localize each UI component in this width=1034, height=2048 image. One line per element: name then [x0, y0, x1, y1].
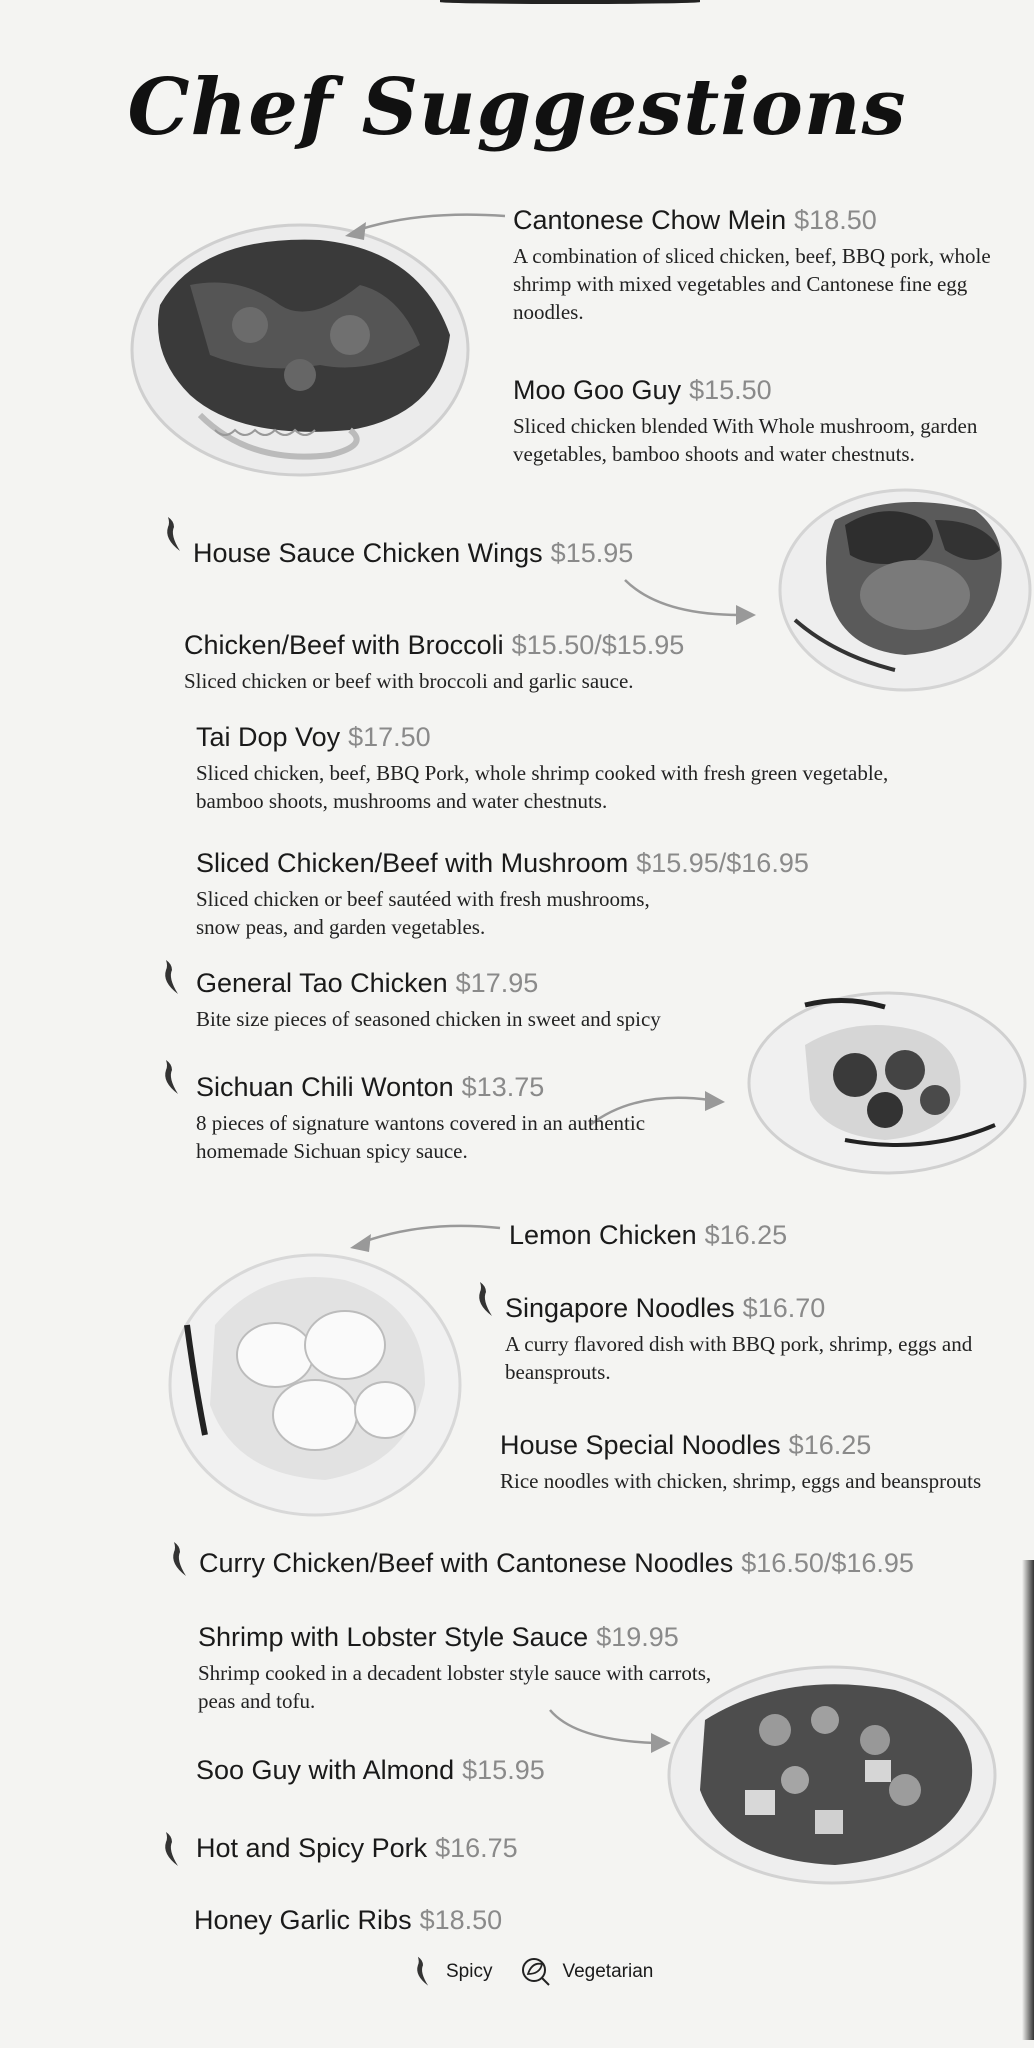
item-name-line	[196, 968, 776, 999]
menu-item	[196, 968, 776, 1033]
item-name-line	[513, 375, 1023, 406]
item-price: $15.50/$15.95	[511, 630, 685, 660]
item-name-line	[513, 205, 1023, 236]
legend-vegetarian-label: Vegetarian	[562, 1961, 654, 1982]
menu-item	[196, 1072, 676, 1165]
item-name: Singapore Noodles	[505, 1293, 735, 1323]
dish-photo-chow-mein	[120, 215, 480, 485]
item-name-line	[196, 722, 956, 753]
item-name-line	[196, 1833, 676, 1864]
item-name: Hot and Spicy Pork	[196, 1833, 428, 1863]
menu-item	[194, 1905, 674, 1936]
menu-item	[193, 538, 753, 569]
arrow-to-chicken-wings	[620, 575, 760, 625]
item-name-line	[194, 1905, 674, 1936]
chili-pepper-icon	[472, 1280, 500, 1320]
item-name-line	[509, 1220, 989, 1251]
item-name: Tai Dop Voy	[196, 722, 341, 752]
arrow-to-chow-mein	[340, 210, 510, 250]
item-price: $16.25	[788, 1430, 872, 1460]
menu-item	[500, 1430, 995, 1495]
item-name: Soo Guy with Almond	[196, 1755, 455, 1785]
legend	[410, 1955, 653, 1989]
dish-photo-lemon-chicken	[165, 1245, 465, 1520]
item-description: Sliced chicken or beef sautéed with fresh mushrooms, snow peas, and garden vegetables.	[196, 887, 650, 939]
item-name: Chicken/Beef with Broccoli	[184, 630, 504, 660]
item-price: $15.95	[462, 1755, 545, 1785]
item-price: $18.50	[794, 205, 877, 235]
item-name-line	[500, 1430, 995, 1461]
item-price: $16.75	[435, 1833, 518, 1863]
item-price: $15.95/$16.95	[636, 848, 809, 878]
menu-item	[513, 205, 1023, 326]
chili-pepper-icon	[410, 1955, 436, 1989]
item-description: Sliced chicken or beef with broccoli and garlic sauce.	[184, 669, 634, 693]
item-description: Sliced chicken blended With Whole mushroom, garden vegetables, bamboo shoots and water chestnuts.	[513, 414, 978, 466]
item-name-line	[198, 1622, 718, 1653]
item-name-line	[193, 538, 753, 569]
item-price: $13.75	[461, 1072, 545, 1102]
item-name: Lemon Chicken	[509, 1220, 697, 1250]
item-price: $18.50	[419, 1905, 503, 1935]
leaf-vegetarian-icon	[520, 1956, 552, 1988]
item-name: House Sauce Chicken Wings	[193, 538, 543, 568]
item-price: $16.70	[742, 1293, 826, 1323]
chili-pepper-icon	[166, 1540, 194, 1580]
item-description: A combination of sliced chicken, beef, BBQ pork, whole shrimp with mixed vegetables and Cantonese fine egg noodles.	[513, 244, 991, 324]
dish-photo-general-tao	[745, 985, 1030, 1180]
item-name: General Tao Chicken	[196, 968, 448, 998]
item-description: Bite size pieces of seasoned chicken in sweet and spicy	[196, 1007, 661, 1031]
item-name-line	[196, 1755, 676, 1786]
item-name-line	[196, 848, 809, 879]
item-name: Cantonese Chow Mein	[513, 205, 787, 235]
item-name-line	[505, 1293, 995, 1324]
item-name-line	[196, 1072, 676, 1103]
menu-item	[505, 1293, 995, 1386]
item-price: $17.95	[455, 968, 539, 998]
item-price: $15.95	[550, 538, 634, 568]
chili-pepper-icon	[158, 1058, 186, 1098]
menu-item	[196, 722, 956, 815]
item-price: $16.50/$16.95	[741, 1548, 914, 1578]
item-name: House Special Noodles	[500, 1430, 781, 1460]
chili-pepper-icon	[160, 515, 188, 555]
menu-item	[196, 848, 809, 941]
legend-spicy-label: Spicy	[446, 1961, 493, 1982]
menu-item	[199, 1548, 999, 1579]
item-price: $15.50	[689, 375, 772, 405]
page-right-edge	[1022, 1560, 1034, 2040]
item-description: Shrimp cooked in a decadent lobster style sauce with carrots, peas and tofu.	[198, 1661, 712, 1713]
item-name: Sliced Chicken/Beef with Mushroom	[196, 848, 629, 878]
menu-item	[196, 1833, 676, 1864]
dish-photo-chicken-wings	[775, 480, 1034, 705]
menu-item	[198, 1622, 718, 1715]
item-price: $19.95	[596, 1622, 679, 1652]
item-description: Rice noodles with chicken, shrimp, eggs and beansprouts	[500, 1469, 982, 1493]
menu-item	[513, 375, 1023, 468]
item-name-line	[199, 1548, 999, 1579]
menu-item	[509, 1220, 989, 1251]
item-name: Sichuan Chili Wonton	[196, 1072, 454, 1102]
menu-title: Chef Suggestions	[127, 62, 907, 153]
item-name: Moo Goo Guy	[513, 375, 682, 405]
chili-pepper-icon	[158, 958, 186, 998]
item-name: Honey Garlic Ribs	[194, 1905, 412, 1935]
page-top-edge	[440, 0, 700, 4]
arrow-to-lemon-chicken	[345, 1220, 505, 1260]
item-description: 8 pieces of signature wantons covered in an authentic homemade Sichuan spicy sauce.	[196, 1111, 646, 1163]
item-price: $16.25	[704, 1220, 788, 1250]
item-description: A curry flavored dish with BBQ pork, shrimp, eggs and beansprouts.	[505, 1332, 973, 1384]
item-name-line	[184, 630, 764, 661]
chili-pepper-icon	[158, 1830, 186, 1870]
menu-item	[196, 1755, 676, 1786]
item-name: Curry Chicken/Beef with Cantonese Noodles	[199, 1548, 734, 1578]
menu-item	[184, 630, 764, 695]
item-description: Sliced chicken, beef, BBQ Pork, whole shrimp cooked with fresh green vegetable, bamboo shoots, mushrooms and water chestnuts.	[196, 761, 889, 813]
item-name: Shrimp with Lobster Style Sauce	[198, 1622, 589, 1652]
item-price: $17.50	[348, 722, 431, 752]
